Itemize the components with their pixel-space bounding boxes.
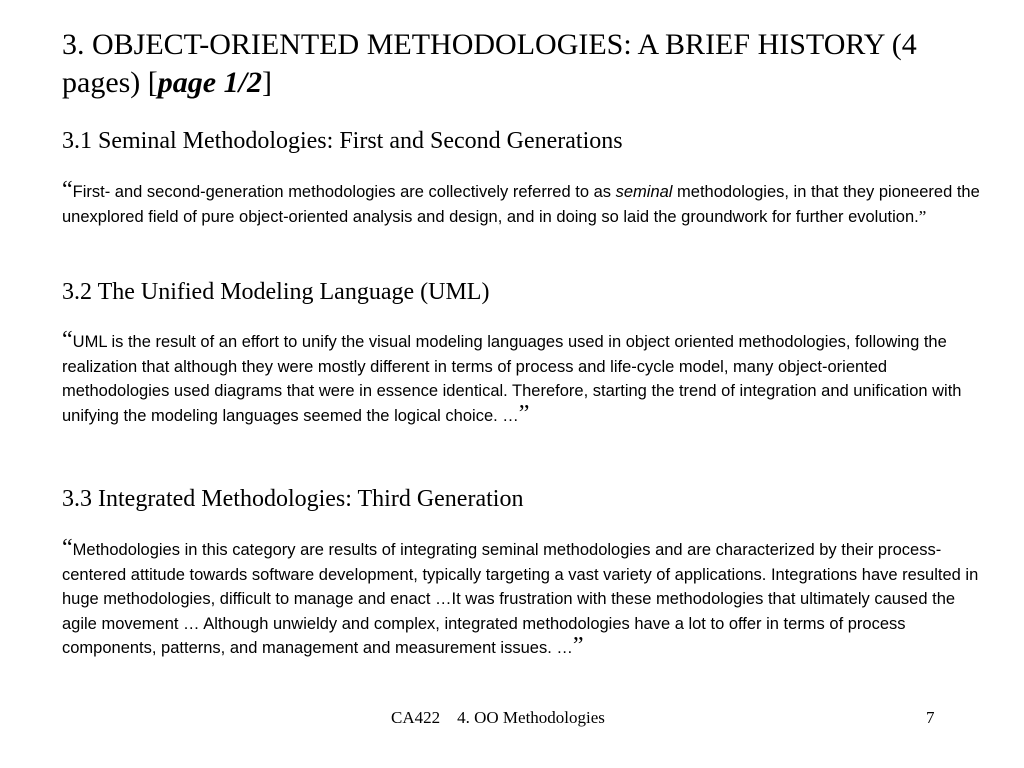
quote-text: Methodologies in this category are results of integrating seminal methodologies and are characterized by their process-centered attitude towards software development, typically targeting a vast variety of applications. Integrations have resulted in huge methodologies, difficult to manage and enact …It was frustration with these methodologies that ultimately caused the agile movement … Although unwieldy and complex, integrated methodologies have a lot to offer in terms of process components, patterns, and management and measurement issues. … <box>62 541 979 657</box>
quote-text: First- and second-generation methodologies are collectively referred to as <box>72 183 616 201</box>
quote-seminal <box>62 177 987 229</box>
quote-text: methodologies, in that they pioneered the unexplored field of pure object-oriented analysis and design, and in doing so laid the groundwork for further evolution. <box>62 183 980 226</box>
close-quote-mark: ” <box>572 633 584 659</box>
open-quote-mark: “ <box>62 327 73 353</box>
title-page-ref: page 1/2 <box>157 66 262 99</box>
quote-integrated <box>62 535 987 661</box>
quote-text: UML is the result of an effort to unify the visual modeling languages used in object oriented methodologies, following the realization that although they were mostly different in terms of process and life-cycle model, many object-oriented methodologies used diagrams that were in essence identical. Therefore, starting the trend of integration and unification with unifying the modeling languages seemed the logical choice. … <box>62 333 962 425</box>
section-heading-seminal: 3.1 Seminal Methodologies: First and Second Generations <box>62 128 623 154</box>
title-text: 3. OBJECT-ORIENTED METHODOLOGIES: A BRIEF HISTORY (4 pages) [ <box>62 28 917 99</box>
slide-title <box>62 26 962 102</box>
close-quote-mark: ” <box>518 400 530 427</box>
title-suffix: ] <box>261 66 272 99</box>
close-quote-mark: ” <box>918 206 927 226</box>
footer-course: CA422 4. OO Methodologies <box>391 708 605 727</box>
open-quote-mark: “ <box>62 177 73 203</box>
quote-emphasis: seminal <box>615 183 673 201</box>
open-quote-mark: “ <box>62 535 73 561</box>
section-heading-integrated: 3.3 Integrated Methodologies: Third Generation <box>62 486 524 512</box>
footer-page-number: 7 <box>926 708 935 727</box>
quote-uml <box>62 327 987 428</box>
section-heading-uml: 3.2 The Unified Modeling Language (UML) <box>62 279 490 305</box>
